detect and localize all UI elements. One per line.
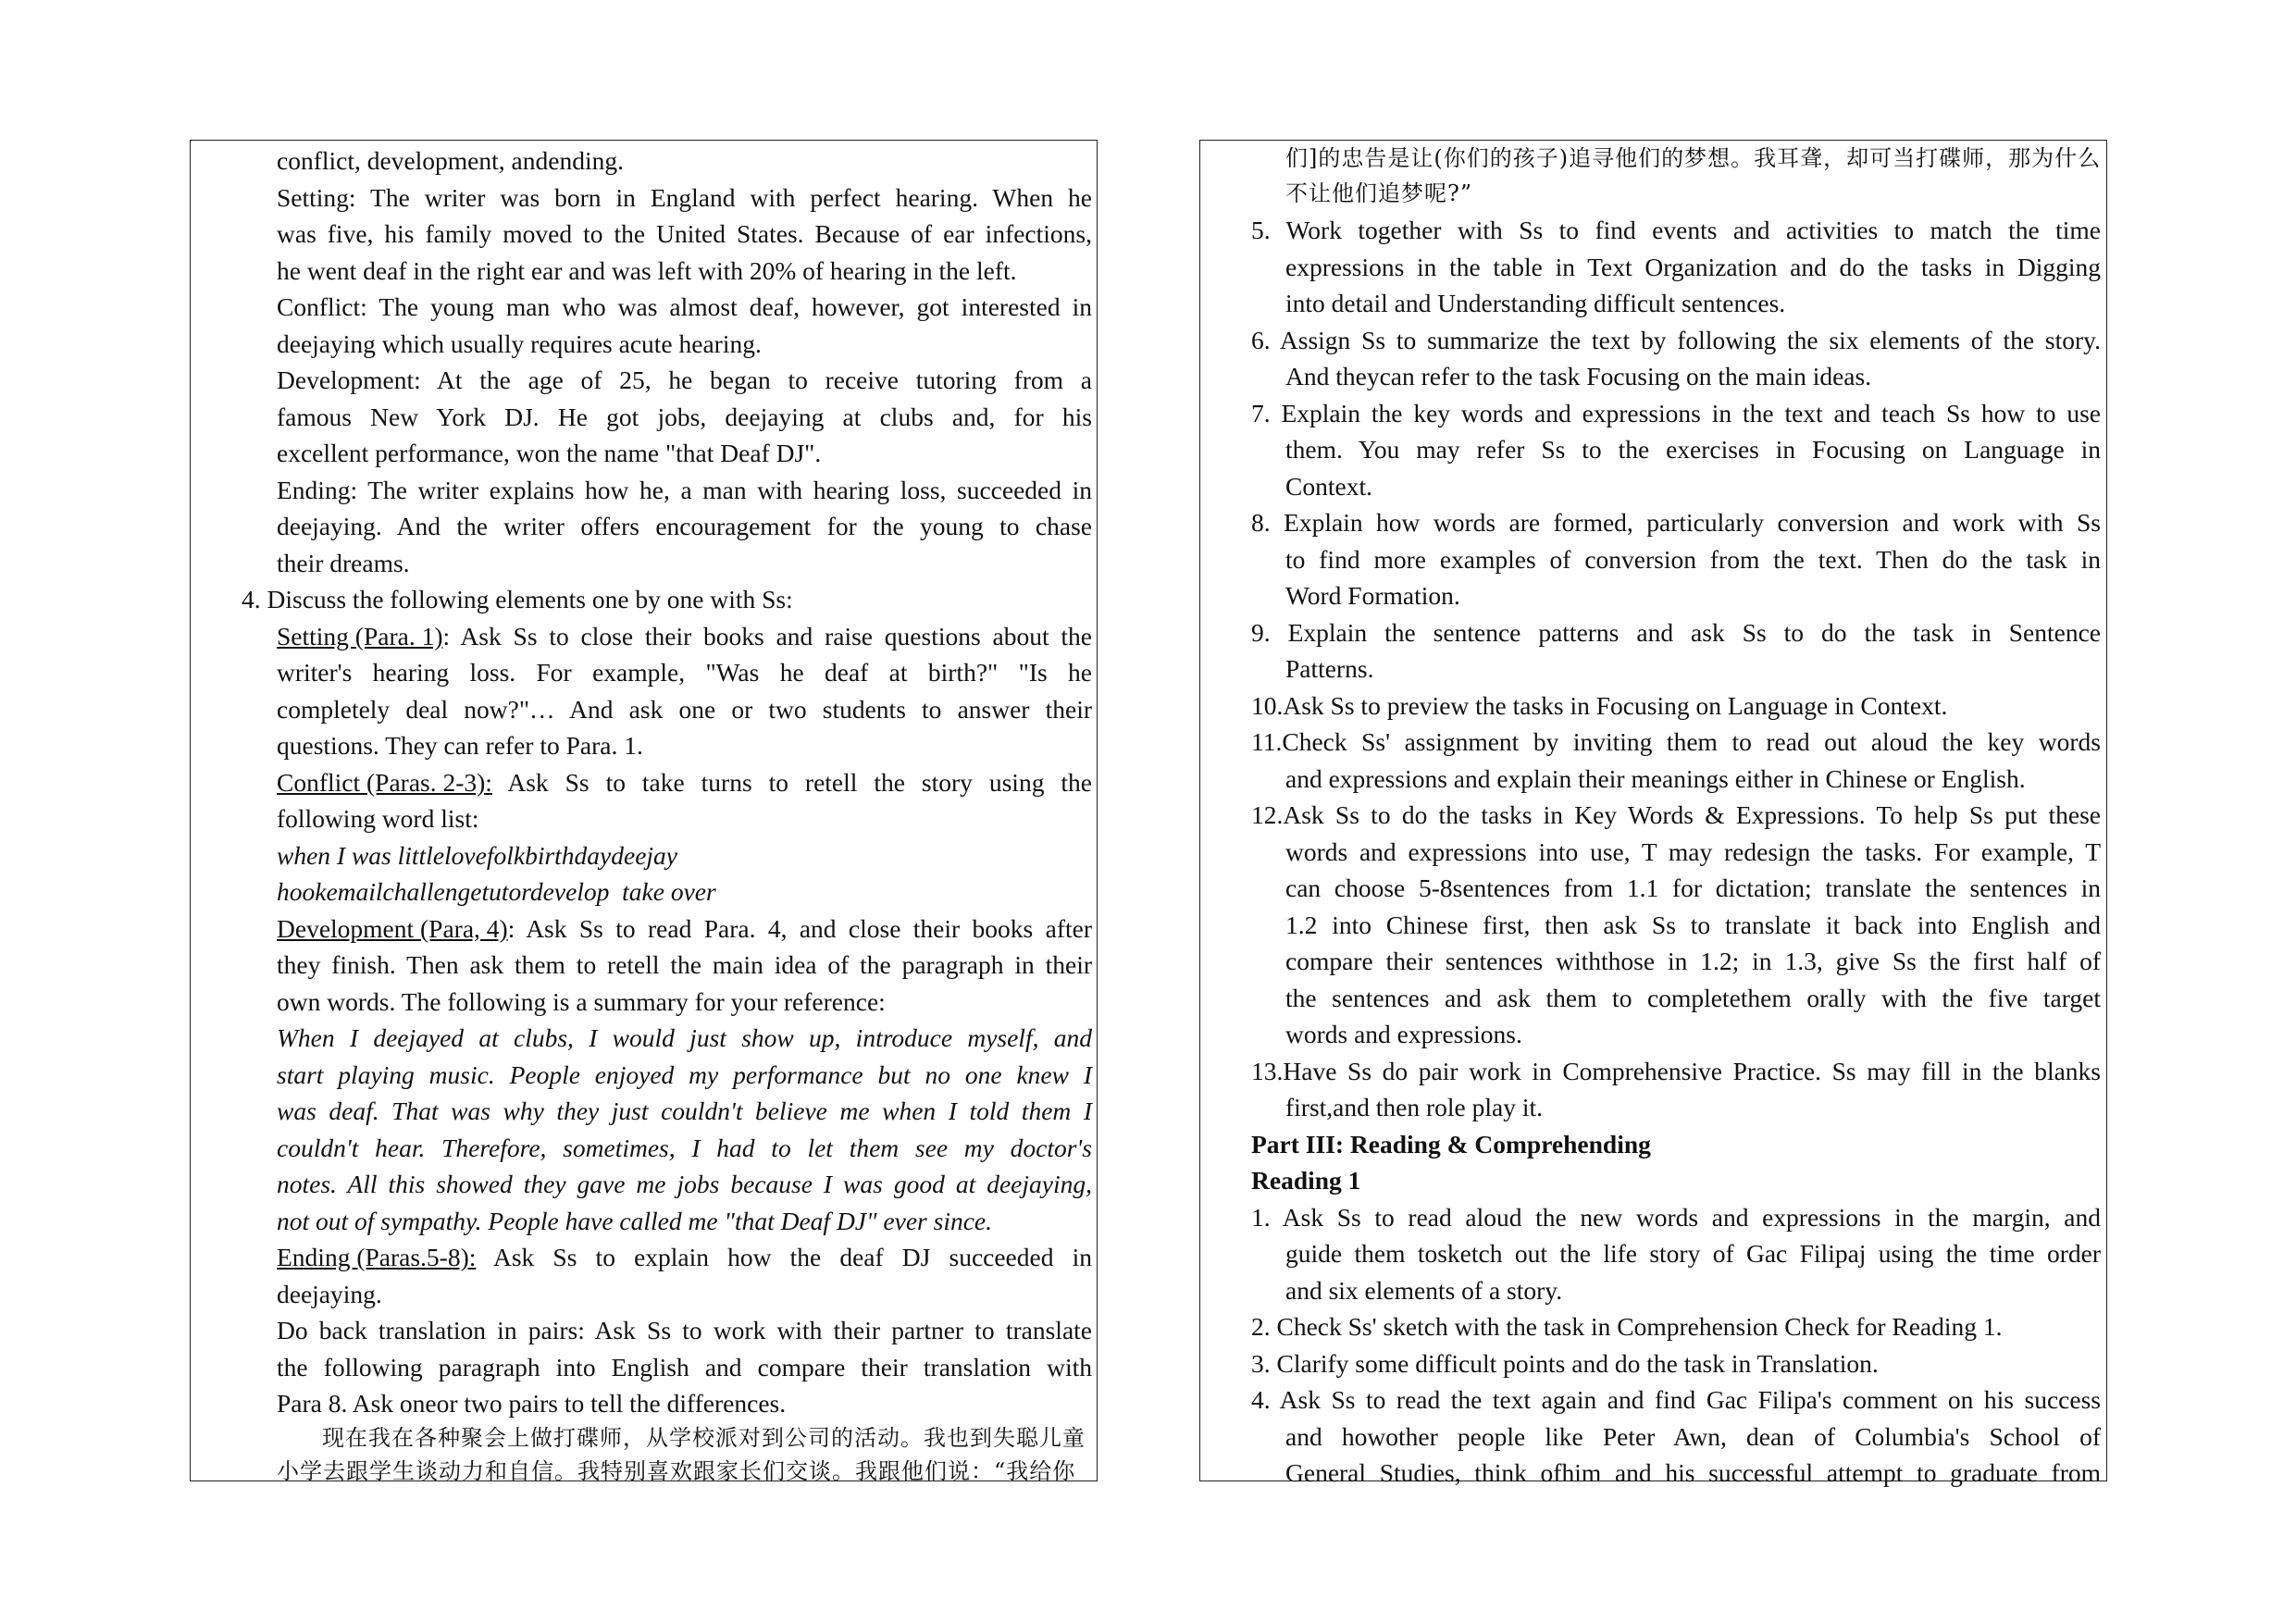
text-line: can choose 5-8sentences from 1.1 for dictation; translate the sentences in <box>1285 873 2101 902</box>
reading-list-item-4: 4. Ask Ss to read the text again and find Gac Filipa's comment on his success <box>1251 1385 2101 1414</box>
text-line: questions. They can refer to Para. 1. <box>277 731 643 760</box>
text-line: was five, his family moved to the United States. Because of ear infections, <box>277 219 1092 248</box>
text-line: the following paragraph into English and compare their translation with <box>277 1353 1092 1381</box>
text-line: the sentences and ask them to completethem orally with the five target <box>1285 984 2101 1012</box>
summary-line: not out of sympathy. People have called me "that Deaf DJ" ever since. <box>277 1207 993 1235</box>
text-line: he went deaf in the right ear and was left with 20% of hearing in the left. <box>277 256 1017 285</box>
text-line: completely deal now?"… And ask one or two students to answer their <box>277 695 1092 724</box>
right-page-panel <box>1199 140 2107 1487</box>
chinese-paragraph-line: 们]的忠告是让(你们的孩子)追寻他们的梦想。我耳聋，却可当打碟师，那为什么 <box>1285 145 2102 171</box>
text-line: deejaying. <box>277 1280 382 1308</box>
text-line: deejaying. And the writer offers encouragement for the young to chase <box>277 512 1092 540</box>
text-line: Patterns. <box>1285 654 1374 683</box>
text-line: compare their sentences withthose in 1.2; in 1.3, give Ss the first half of <box>1285 947 2101 975</box>
text-line: Para 8. Ask oneor two pairs to tell the differences. <box>277 1389 787 1418</box>
word-list-line: hookemailchallengetutordevelop take over <box>277 877 716 906</box>
text-line: Ending: The writer explains how he, a man with hearing loss, succeeded in <box>277 476 1092 504</box>
text-line: and howother people like Peter Awn, dean of Columbia's School of <box>1285 1422 2101 1451</box>
conflict-heading: Conflict (Paras. 2-3): <box>277 768 492 797</box>
text-line: Setting: The writer was born in England with perfect hearing. When he <box>277 183 1092 212</box>
ending-line <box>277 1239 1092 1276</box>
text-line: And theycan refer to the task Focusing on the main ideas. <box>1285 362 1872 390</box>
setting-text: : Ask Ss to close their books and raise questions about the <box>442 622 1092 650</box>
text-line: writer's hearing loss. For example, "Was he deaf at birth?" "Is he <box>277 658 1092 687</box>
text-line: they finish. Then ask them to retell the main idea of the paragraph in their <box>277 950 1092 979</box>
setting-heading: Setting (Para. 1) <box>277 622 443 650</box>
reading-list-item-1: 1. Ask Ss to read aloud the new words and expressions in the margin, and <box>1251 1203 2101 1232</box>
text-line: words and expressions into use, T may redesign the tasks. For example, T <box>1285 837 2101 866</box>
text-line: famous New York DJ. He got jobs, deejaying at clubs and, for his <box>277 403 1092 431</box>
setting-line <box>277 618 1092 655</box>
text-line: guide them tosketch out the life story of Gac Filipaj using the time order <box>1285 1239 2101 1268</box>
text-line: first,and then role play it. <box>1285 1093 1543 1121</box>
word-list-line: when I was littlelovefolkbirthdaydeejay <box>277 841 678 870</box>
summary-line: couldn't hear. Therefore, sometimes, I had to let them see my doctor's <box>277 1134 1092 1162</box>
development-text: : Ask Ss to read Para. 4, and close their books after <box>507 914 1092 943</box>
list-item-11: 11.Check Ss' assignment by inviting them to read out aloud the key words <box>1251 727 2101 756</box>
text-line: to find more examples of conversion from the text. Then do the task in <box>1285 545 2101 574</box>
list-item-9: 9. Explain the sentence patterns and ask Ss to do the task in Sentence <box>1251 618 2101 647</box>
reading-list-item-3: 3. Clarify some difficult points and do the task in Translation. <box>1251 1349 1879 1378</box>
text-line: expressions in the table in Text Organization and do the tasks in Digging <box>1285 253 2101 281</box>
conflict-line <box>277 764 1092 801</box>
summary-line: start playing music. People enjoyed my performance but no one knew I <box>277 1060 1092 1089</box>
text-line: Conflict: The young man who was almost deaf, however, got interested in <box>277 292 1092 321</box>
text-line: conflict, development, andending. <box>277 146 624 175</box>
text-line: words and expressions. <box>1285 1020 1522 1048</box>
text-line: excellent performance, won the name "that Deaf DJ". <box>277 439 822 467</box>
conflict-text: Ask Ss to take turns to retell the story using the <box>491 768 1092 797</box>
development-heading: Development (Para, 4) <box>277 914 508 943</box>
summary-line: When I deejayed at clubs, I would just show up, introduce myself, and <box>277 1023 1092 1052</box>
reading-list-item-2: 2. Check Ss' sketch with the task in Comprehension Check for Reading 1. <box>1251 1312 2003 1341</box>
text-line: them. You may refer Ss to the exercises in Focusing on Language in <box>1285 435 2101 464</box>
subsection-heading: Reading 1 <box>1251 1166 1361 1195</box>
text-line: their dreams. <box>277 549 410 577</box>
text-line: General Studies, think ofhim and his successful attempt to graduate from <box>1285 1458 2101 1487</box>
summary-line: was deaf. That was why they just couldn't believe me when I told them I <box>277 1096 1092 1125</box>
text-line: 1.2 into Chinese first, then ask Ss to translate it back into English and <box>1285 911 2101 939</box>
ending-text: Ask Ss to explain how the deaf DJ succeeded in <box>476 1243 1092 1271</box>
text-line: and six elements of a story. <box>1285 1276 1563 1305</box>
text-line: into detail and Understanding difficult sentences. <box>1285 289 1786 317</box>
ending-heading: Ending (Paras.5-8): <box>277 1243 477 1271</box>
summary-line: notes. All this showed they gave me jobs because I was good at deejaying, <box>277 1170 1092 1198</box>
text-line: Do back translation in pairs: Ask Ss to work with their partner to translate <box>277 1316 1092 1344</box>
chinese-paragraph-line: 不让他们追梦呢?” <box>1285 180 1473 206</box>
text-line: Development: At the age of 25, he began to receive tutoring from a <box>277 365 1092 394</box>
list-item-10: 10.Ask Ss to preview the tasks in Focusing on Language in Context. <box>1251 691 1948 720</box>
text-line: own words. The following is a summary for your reference: <box>277 987 886 1016</box>
text-line: Context. <box>1285 472 1372 501</box>
list-item-5: 5. Work together with Ss to find events and activities to match the time <box>1251 216 2101 244</box>
list-item-12: 12.Ask Ss to do the tasks in Key Words & Expressions. To help Ss put these <box>1251 800 2101 829</box>
list-item-6: 6. Assign Ss to summarize the text by following the six elements of the story. <box>1251 326 2101 354</box>
text-line: and expressions and explain their meanings either in Chinese or English. <box>1285 764 2026 793</box>
left-page-panel <box>190 140 1098 1484</box>
chinese-paragraph-line: 现在我在各种聚会上做打碟师，从学校派对到公司的活动。我也到失聪儿童 <box>322 1425 1086 1451</box>
text-line: deejaying which usually requires acute hearing. <box>277 329 762 358</box>
chinese-paragraph-line: 小学去跟学生谈动力和自信。我特别喜欢跟家长们交谈。我跟他们说：“我给你 <box>277 1458 1076 1484</box>
text-line: following word list: <box>277 804 479 833</box>
list-item-8: 8. Explain how words are formed, particularly conversion and work with Ss <box>1251 508 2101 537</box>
list-item-7: 7. Explain the key words and expressions in the text and teach Ss how to use <box>1251 399 2101 427</box>
list-item-4: 4. Discuss the following elements one by one with Ss: <box>242 585 793 613</box>
development-line <box>277 911 1092 948</box>
list-item-13: 13.Have Ss do pair work in Comprehensive Practice. Ss may fill in the blanks <box>1251 1057 2101 1085</box>
section-heading: Part III: Reading & Comprehending <box>1251 1130 1651 1158</box>
text-line: Word Formation. <box>1285 581 1460 610</box>
